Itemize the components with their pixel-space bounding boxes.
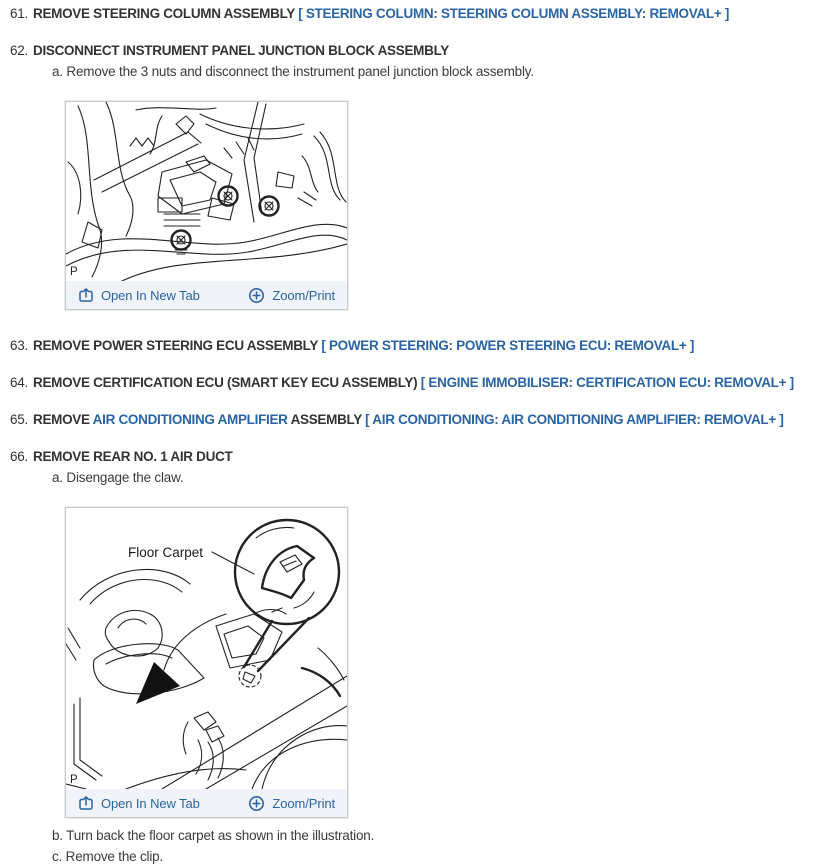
substep-text: Disengage the claw. [66,470,184,485]
step-66 [10,449,232,465]
step-61 [10,6,729,22]
step-heading [33,338,694,354]
figure-floor-carpet [65,507,348,818]
step-number: 65. [10,412,28,427]
zoom-plus-icon [248,795,265,812]
substep-66b [52,828,374,844]
zoom-print-link[interactable] [248,287,335,304]
step-62 [10,43,449,59]
open-in-new-tab-icon [78,795,94,811]
floor-carpet-drawing [66,508,347,789]
substep-66a [52,470,183,486]
inline-component-link[interactable]: AIR CONDITIONING AMPLIFIER [92,412,288,427]
open-in-new-tab-label: Open In New Tab [101,287,200,303]
procedure-link[interactable]: [ AIR CONDITIONING: AIR CONDITIONING AMPLIFIER: REMOVAL+ ] [365,412,784,427]
substep-62a [52,64,534,80]
substep-text: Remove the 3 nuts and disconnect the instrument panel junction block assembly. [66,64,534,79]
step-heading-text: REMOVE CERTIFICATION ECU (SMART KEY ECU ASSEMBLY) [33,375,421,390]
junction-block-drawing [66,102,347,281]
step-heading-text: ASSEMBLY [287,412,366,427]
step-heading [33,375,794,391]
step-number: 66. [10,449,28,464]
step-number: 63. [10,338,28,353]
step-number: 62. [10,43,28,58]
procedure-link[interactable]: [ ENGINE IMMOBILISER: CERTIFICATION ECU: REMOVAL+ ] [420,375,794,390]
substep-label: b. [52,828,63,843]
figure-corner-label: P [70,774,78,786]
open-in-new-tab-link[interactable] [78,795,200,811]
figure-illustration [66,508,347,789]
zoom-print-label: Zoom/Print [272,795,335,811]
open-in-new-tab-icon [78,287,94,303]
figure-illustration [66,102,347,281]
step-heading-text: REMOVE REAR NO. 1 AIR DUCT [33,449,233,464]
step-heading-text: REMOVE STEERING COLUMN ASSEMBLY [33,6,299,21]
zoom-print-label: Zoom/Print [272,287,335,303]
figure-corner-label: P [70,266,78,278]
step-65 [10,412,784,428]
open-in-new-tab-label: Open In New Tab [101,795,200,811]
substep-66c [52,849,163,865]
substep-text: Remove the clip. [65,849,164,864]
floor-carpet-label: Floor Carpet [128,545,204,560]
zoom-plus-icon [248,287,265,304]
step-number: 64. [10,375,28,390]
procedure-link[interactable]: [ POWER STEERING: POWER STEERING ECU: REMOVAL+ ] [321,338,695,353]
substep-label: a. [52,64,63,79]
step-number: 61. [10,6,28,21]
step-heading-text: REMOVE [33,412,93,427]
substep-text: Turn back the floor carpet as shown in the illustration. [66,828,375,843]
step-64 [10,375,794,391]
substep-label: c. [52,849,63,864]
step-heading [33,449,232,465]
step-heading [33,412,784,428]
figure-toolbar [66,789,347,817]
figure-toolbar [66,281,347,309]
open-in-new-tab-link[interactable] [78,287,200,303]
step-heading [33,43,449,59]
step-heading-text: DISCONNECT INSTRUMENT PANEL JUNCTION BLOCK ASSEMBLY [33,43,449,58]
step-heading-text: REMOVE POWER STEERING ECU ASSEMBLY [33,338,322,353]
procedure-link[interactable]: [ STEERING COLUMN: STEERING COLUMN ASSEMBLY: REMOVAL+ ] [298,6,730,21]
substep-label: a. [52,470,63,485]
zoom-print-link[interactable] [248,795,335,812]
step-63 [10,338,694,354]
figure-junction-block [65,101,348,310]
step-heading [33,6,729,22]
